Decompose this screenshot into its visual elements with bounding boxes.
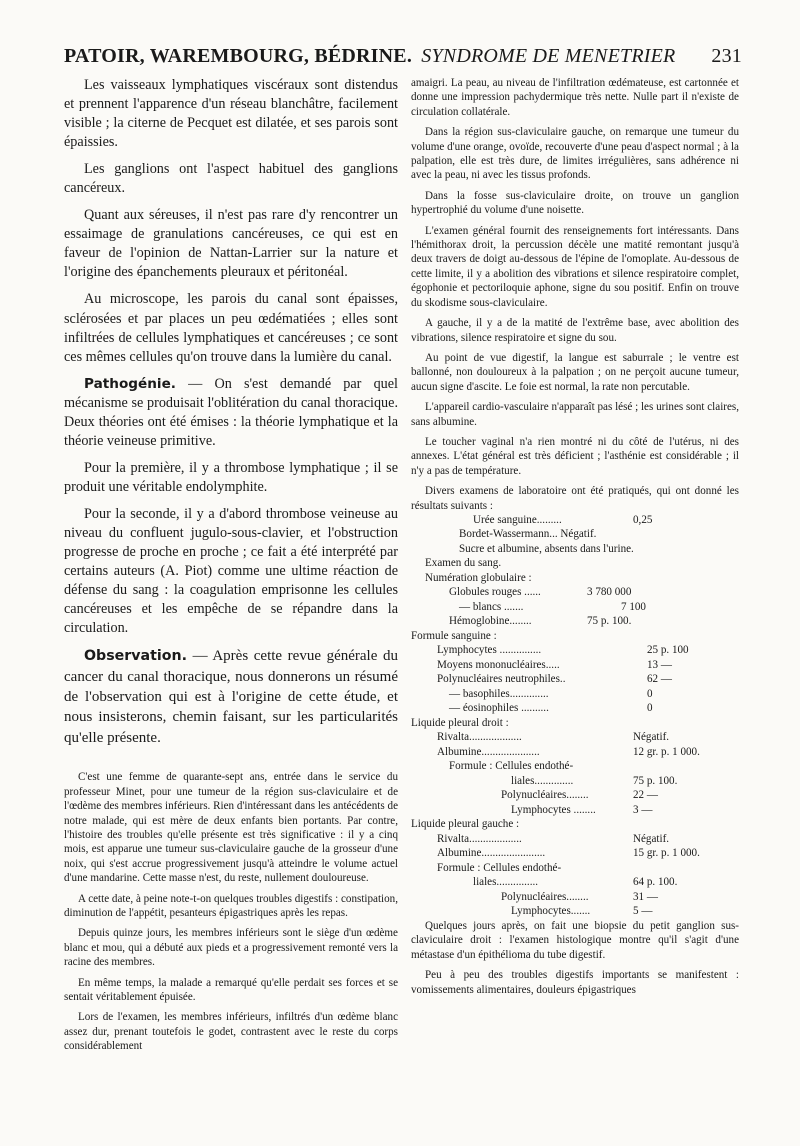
case-paragraph: Le toucher vaginal n'a rien montré ni du côté de l'utérus, ni des annexes. L'état général est très déficient ; l'asthénie est considérable ; il n'y a pas de température. (411, 435, 739, 477)
lab-row: Examen du sang. (425, 557, 502, 570)
case-paragraph: Dans la fosse sus-claviculaire droite, on trouve un ganglion hypertrophié du volume d'une noisette. (411, 189, 739, 217)
lab-row: Liquide pleural gauche : (411, 818, 520, 831)
header-authors: PATOIR, WAREMBOURG, BÉDRINE. (64, 45, 413, 67)
lab-row: Bordet-Wassermann... Négatif. (459, 528, 597, 541)
paragraph-pathogenie (64, 375, 398, 451)
paragraph: Les ganglions ont l'aspect habituel des ganglions cancéreux. (64, 161, 398, 197)
case-paragraph: Peu à peu des troubles digestifs importants se manifestent : vomissements alimentaires, douleurs épigastriques (411, 969, 739, 996)
case-paragraph: L'appareil cardio-vasculaire n'apparaît pas lésé ; les urines sont claires, sans albumine. (411, 401, 739, 428)
case-paragraph: L'examen général fournit des renseignements fort intéressants. Dans l'hémithorax droit, la percussion décèle une matité remontant jusqu'à deux travers de doigt au-dessous de l'épine de l'omoplate. Au-dessous de cette limite, il y a abolition des vibrations et silence respiratoire complet, égophonie et pectoriloquie aphone, signe du sou positif. Enfin on trouve du skodisme sous-claviculaire. (411, 224, 739, 309)
left-column (64, 76, 398, 1054)
running-header (64, 45, 742, 68)
lab-row: Lymphocytes ............... 25 p. 100 (437, 644, 689, 657)
lab-row: liales.............. 75 p. 100. (511, 774, 678, 787)
paragraph: Les vaisseaux lymphatiques viscéraux sont distendus et prennent l'apparence d'un réseau blanchâtre, facilement visible ; la citerne de Pecquet est dilatée, et ses parois sont épaissies. (64, 77, 398, 151)
lab-row: Liquide pleural droit : (411, 716, 509, 729)
section-heading-pathogenie: Pathogénie. (84, 375, 176, 392)
page-number: 231 (711, 45, 742, 67)
lab-row: — éosinophiles .......... 0 (449, 702, 653, 715)
main-text-block (64, 76, 398, 748)
header-title: SYNDROME DE MENETRIER (421, 45, 676, 67)
lab-row: Polynucléaires........ 22 — (501, 789, 658, 802)
case-report-block (64, 770, 398, 1053)
paragraph: Pour la seconde, il y a d'abord thrombose veineuse au niveau du confluent jugulo-sous-clavier, et l'obstruction progresse de proche en proche ; ce fait a été interprété par certains auteurs (A. Piot) comme une ultime réaction de défense du sang : la coagulation emprisonne les cellules cancéreuses et les empêche de se répandre dans la circulation. (64, 505, 398, 637)
lab-row: liales............... 64 p. 100. (473, 876, 678, 889)
right-column (411, 76, 739, 997)
lab-row: Formule sanguine : (411, 629, 497, 642)
case-paragraph: C'est une femme de quarante-sept ans, entrée dans le service du professeur Minet, pour une tumeur de la région sus-claviculaire et de l'œdème des membres inférieurs. Rien d'intéressant dans les antécédents de notre malade, qui est mère de deux enfants bien portants. Par contre, l'histoire des troubles qu'elle présente est très significative : il y a cinq mois, est apparue une tumeur sus-claviculaire gauche de la grosseur d'une noix, qui s'est accrue progressivement jusqu'à atteindre le volume actuel d'une mandarine. Cette masse n'est, du reste, nullement douloureuse. (64, 771, 398, 885)
case-paragraph: Depuis quinze jours, les membres inférieurs sont le siège d'un œdème blanc et mou, qui a débuté aux pieds et a progressivement remonté vers la racine des membres. (64, 927, 398, 969)
lab-row: Globules rouges ...... 3 780 000 (449, 586, 632, 599)
lab-row: Formule : Cellules endothé- (437, 861, 562, 874)
lab-row: Rivalta................... Négatif. (437, 832, 670, 845)
case-paragraph: Lors de l'examen, les membres inférieurs, infiltrés d'un œdème blanc assez dur, prenant toutefois le godet, contrastent avec le reste du corps considérablement (64, 1011, 398, 1053)
case-paragraph: A gauche, il y a de la matité de l'extrême base, avec abolition des vibrations, silence respiratoire et signe du sou. (411, 317, 739, 344)
lab-row: Hémoglobine........ 75 p. 100. (449, 615, 632, 628)
lab-row: Moyens mononucléaires..... 13 — (437, 658, 672, 671)
paragraph: Au microscope, les parois du canal sont épaisses, sclérosées et par places un peu œdématiées ; elles sont infiltrées de cellules lymphatiques et cancéreuses ; ce sont ces mêmes cellules qu'on trouve dans la lumière du canal. (64, 291, 398, 365)
lab-row: — basophiles.............. 0 (449, 687, 653, 700)
paragraph-observation (64, 646, 398, 748)
lab-row: Rivalta................... Négatif. (437, 731, 670, 744)
case-paragraph: Quelques jours après, on fait une biopsie du petit ganglion sus-claviculaire droit : l'examen histologique montre qu'il s'agit d'une métastase d'un épithélioma du tube digestif. (411, 919, 739, 961)
case-report-continued (411, 76, 739, 513)
case-report-end (411, 919, 739, 997)
case-paragraph: Au point de vue digestif, la langue est saburrale ; le ventre est ballonné, non douloureux à la palpation ; on ne perçoit aucune tumeur, aucun signe d'ascite. Le foie est normal, la rate non percutable. (411, 351, 739, 393)
case-paragraph: En même temps, la malade a remarqué qu'elle perdait ses forces et se sentait véritablement épuisée. (64, 976, 398, 1003)
paragraph: Pour la première, il y a thrombose lymphatique ; il se produit une véritable endolymphite. (64, 459, 398, 495)
section-heading-observation: Observation. (84, 648, 187, 665)
lab-row: Lymphocytes ........ 3 — (511, 803, 653, 816)
paragraph-text: — Après cette revue générale du cancer du canal thoracique, nous donnerons un résumé de l'observation qui est à l'origine de cette étude, et nous insisterons, chemin faisant, sur les particularités qu'elle présente. (64, 648, 398, 746)
paragraph: Quant aux séreuses, il n'est pas rare d'y rencontrer un essaimage de granulations cancéreuses, ce qui est en faveur de l'opinion de Nattan-Larrier sur la nature et l'origine des épanchements pleuraux et péritonéal. (64, 207, 398, 281)
lab-row: Formule : Cellules endothé- (449, 760, 574, 773)
lab-row: Urée sanguine......... 0,25 (473, 513, 653, 526)
case-paragraph: A cette date, à peine note-t-on quelques troubles digestifs : constipation, diminution de l'appétit, pesanteurs épigastriques après les repas. (64, 892, 398, 919)
lab-row: Polynucléaires neutrophiles.. 62 — (437, 673, 672, 686)
lab-results (411, 513, 739, 919)
case-paragraph: amaigri. La peau, au niveau de l'infiltration œdémateuse, est cartonnée et donne une impression pachydermique très nette. Nulle part il n'existe de circulation collatérale. (411, 77, 739, 118)
case-paragraph: Divers examens de laboratoire ont été pratiqués, qui ont donné les résultats suivants : (411, 485, 739, 512)
lab-row: Albumine....................... 15 gr. p. 1 000. (437, 847, 700, 860)
lab-row: Lymphocytes....... 5 — (511, 905, 653, 918)
lab-row: Numération globulaire : (425, 571, 532, 584)
lab-row: — blancs ....... 7 100 (459, 600, 646, 613)
case-paragraph: Dans la région sus-claviculaire gauche, on remarque une tumeur du volume d'une orange, ovoïde, recouverte d'une peau d'aspect normal ; à la palpation, elle est très dure, de limites irrégulières, sans adhérence ni avec la peau, ni avec les tissus profonds. (411, 126, 739, 182)
paragraph-text: — On s'est demandé par quel mécanisme se produisait l'oblitération du canal thoracique. Deux théories ont été émises : la théorie lymphatique et la théorie veineuse primitive. (64, 375, 398, 449)
lab-row: Albumine..................... 12 gr. p. 1 000. (437, 745, 700, 758)
lab-row: Sucre et albumine, absents dans l'urine. (459, 542, 634, 555)
lab-row: Polynucléaires........ 31 — (501, 890, 658, 903)
